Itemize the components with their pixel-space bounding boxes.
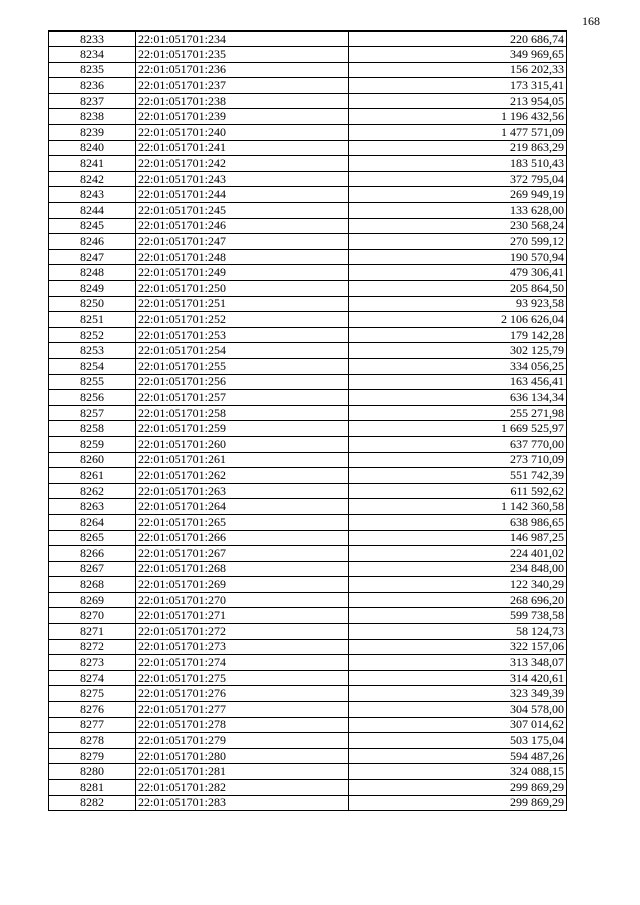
row-number-cell: 8238 [49,109,136,125]
cadastral-number-cell: 22:01:051701:264 [136,499,349,515]
table-row [49,702,567,718]
table-row [49,499,567,515]
row-number-cell: 8245 [49,218,136,234]
cadastral-number-cell: 22:01:051701:270 [136,592,349,608]
row-number-cell: 8255 [49,374,136,390]
table-row [49,748,567,764]
table-row [49,125,567,141]
cadastral-value-cell: 224 401,02 [349,546,567,562]
cadastral-number-cell: 22:01:051701:251 [136,296,349,312]
cadastral-number-cell: 22:01:051701:266 [136,530,349,546]
cadastral-number-cell: 22:01:051701:237 [136,78,349,94]
table-row [49,670,567,686]
cadastral-number-cell: 22:01:051701:249 [136,265,349,281]
cadastral-value-cell: 307 014,62 [349,717,567,733]
cadastral-value-cell: 2 106 626,04 [349,312,567,328]
row-number-cell: 8235 [49,62,136,78]
row-number-cell: 8241 [49,156,136,172]
row-number-cell: 8271 [49,624,136,640]
cadastral-value-cell: 314 420,61 [349,670,567,686]
cadastral-number-cell: 22:01:051701:257 [136,390,349,406]
cadastral-number-cell: 22:01:051701:235 [136,47,349,63]
table-row [49,608,567,624]
row-number-cell: 8280 [49,764,136,780]
row-number-cell: 8268 [49,577,136,593]
table-row [49,561,567,577]
cadastral-number-cell: 22:01:051701:279 [136,733,349,749]
cadastral-number-cell: 22:01:051701:283 [136,795,349,811]
cadastral-number-cell: 22:01:051701:256 [136,374,349,390]
cadastral-value-cell: 1 196 432,56 [349,109,567,125]
cadastral-number-cell: 22:01:051701:272 [136,624,349,640]
cadastral-value-cell: 1 142 360,58 [349,499,567,515]
cadastral-value-cell: 304 578,00 [349,702,567,718]
cadastral-number-cell: 22:01:051701:247 [136,234,349,250]
cadastral-value-cell: 324 088,15 [349,764,567,780]
row-number-cell: 8270 [49,608,136,624]
row-number-cell: 8278 [49,733,136,749]
table-row [49,358,567,374]
row-number-cell: 8263 [49,499,136,515]
cadastral-value-cell: 322 157,06 [349,639,567,655]
table-row [49,218,567,234]
row-number-cell: 8274 [49,670,136,686]
cadastral-number-cell: 22:01:051701:242 [136,156,349,172]
table-row [49,156,567,172]
table-row [49,780,567,796]
cadastral-number-cell: 22:01:051701:254 [136,343,349,359]
cadastral-value-cell: 479 306,41 [349,265,567,281]
cadastral-value-cell: 156 202,33 [349,62,567,78]
row-number-cell: 8273 [49,655,136,671]
table-row [49,764,567,780]
cadastral-number-cell: 22:01:051701:281 [136,764,349,780]
cadastral-value-cell: 372 795,04 [349,171,567,187]
row-number-cell: 8254 [49,358,136,374]
table-row [49,93,567,109]
row-number-cell: 8251 [49,312,136,328]
cadastral-value-cell: 302 125,79 [349,343,567,359]
cadastral-value-cell: 551 742,39 [349,468,567,484]
row-number-cell: 8233 [49,31,136,47]
cadastral-value-cell: 179 142,28 [349,327,567,343]
cadastral-value-cell: 313 348,07 [349,655,567,671]
table-row [49,312,567,328]
table-row [49,592,567,608]
cadastral-value-cell: 1 477 571,09 [349,125,567,141]
row-number-cell: 8277 [49,717,136,733]
cadastral-number-cell: 22:01:051701:282 [136,780,349,796]
cadastral-number-cell: 22:01:051701:243 [136,171,349,187]
cadastral-number-cell: 22:01:051701:255 [136,358,349,374]
cadastral-value-table [48,30,567,811]
table-row [49,374,567,390]
cadastral-number-cell: 22:01:051701:265 [136,514,349,530]
cadastral-value-cell: 270 599,12 [349,234,567,250]
cadastral-number-cell: 22:01:051701:253 [136,327,349,343]
cadastral-value-cell: 58 124,73 [349,624,567,640]
cadastral-number-cell: 22:01:051701:268 [136,561,349,577]
cadastral-number-cell: 22:01:051701:273 [136,639,349,655]
row-number-cell: 8267 [49,561,136,577]
row-number-cell: 8256 [49,390,136,406]
table-row [49,390,567,406]
cadastral-value-cell: 269 949,19 [349,187,567,203]
cadastral-value-cell: 163 456,41 [349,374,567,390]
cadastral-number-cell: 22:01:051701:280 [136,748,349,764]
cadastral-number-cell: 22:01:051701:236 [136,62,349,78]
table-row [49,109,567,125]
row-number-cell: 8234 [49,47,136,63]
cadastral-number-cell: 22:01:051701:246 [136,218,349,234]
cadastral-value-cell: 133 628,00 [349,203,567,219]
cadastral-value-cell: 636 134,34 [349,390,567,406]
cadastral-number-cell: 22:01:051701:250 [136,281,349,297]
row-number-cell: 8249 [49,281,136,297]
cadastral-value-cell: 611 592,62 [349,483,567,499]
cadastral-value-cell: 638 986,65 [349,514,567,530]
table-row [49,296,567,312]
cadastral-value-cell: 230 568,24 [349,218,567,234]
table-row [49,140,567,156]
table-row [49,436,567,452]
table-row [49,639,567,655]
cadastral-number-cell: 22:01:051701:240 [136,125,349,141]
row-number-cell: 8265 [49,530,136,546]
row-number-cell: 8261 [49,468,136,484]
cadastral-value-cell: 1 669 525,97 [349,421,567,437]
cadastral-number-cell: 22:01:051701:271 [136,608,349,624]
row-number-cell: 8250 [49,296,136,312]
cadastral-number-cell: 22:01:051701:252 [136,312,349,328]
table-row [49,31,567,47]
row-number-cell: 8279 [49,748,136,764]
row-number-cell: 8247 [49,249,136,265]
table-row [49,468,567,484]
cadastral-value-cell: 213 954,05 [349,93,567,109]
cadastral-number-cell: 22:01:051701:241 [136,140,349,156]
cadastral-number-cell: 22:01:051701:277 [136,702,349,718]
row-number-cell: 8246 [49,234,136,250]
cadastral-number-cell: 22:01:051701:269 [136,577,349,593]
table-row [49,483,567,499]
row-number-cell: 8272 [49,639,136,655]
page-number: 168 [582,14,600,28]
cadastral-value-cell: 146 987,25 [349,530,567,546]
row-number-cell: 8242 [49,171,136,187]
row-number-cell: 8264 [49,514,136,530]
table-row [49,249,567,265]
row-number-cell: 8259 [49,436,136,452]
table-row [49,717,567,733]
cadastral-value-cell: 637 770,00 [349,436,567,452]
cadastral-number-cell: 22:01:051701:239 [136,109,349,125]
cadastral-value-cell: 268 696,20 [349,592,567,608]
table-row [49,187,567,203]
cadastral-number-cell: 22:01:051701:260 [136,436,349,452]
cadastral-number-cell: 22:01:051701:248 [136,249,349,265]
row-number-cell: 8269 [49,592,136,608]
cadastral-value-cell: 599 738,58 [349,608,567,624]
table-row [49,327,567,343]
cadastral-value-cell: 220 686,74 [349,31,567,47]
row-number-cell: 8240 [49,140,136,156]
table-row [49,265,567,281]
row-number-cell: 8252 [49,327,136,343]
cadastral-number-cell: 22:01:051701:267 [136,546,349,562]
table-row [49,452,567,468]
table-row [49,624,567,640]
row-number-cell: 8243 [49,187,136,203]
cadastral-number-cell: 22:01:051701:244 [136,187,349,203]
row-number-cell: 8276 [49,702,136,718]
row-number-cell: 8260 [49,452,136,468]
cadastral-number-cell: 22:01:051701:258 [136,405,349,421]
table-row [49,795,567,811]
table-row [49,343,567,359]
table-row [49,577,567,593]
table-row [49,733,567,749]
row-number-cell: 8239 [49,125,136,141]
cadastral-value-cell: 173 315,41 [349,78,567,94]
row-number-cell: 8236 [49,78,136,94]
table-row [49,47,567,63]
cadastral-number-cell: 22:01:051701:274 [136,655,349,671]
table-row [49,78,567,94]
table-row [49,514,567,530]
cadastral-value-cell: 273 710,09 [349,452,567,468]
row-number-cell: 8275 [49,686,136,702]
row-number-cell: 8244 [49,203,136,219]
cadastral-value-cell: 594 487,26 [349,748,567,764]
table-row [49,171,567,187]
cadastral-number-cell: 22:01:051701:261 [136,452,349,468]
table-row [49,655,567,671]
table-row [49,281,567,297]
cadastral-number-cell: 22:01:051701:278 [136,717,349,733]
cadastral-value-cell: 234 848,00 [349,561,567,577]
table-row [49,405,567,421]
row-number-cell: 8237 [49,93,136,109]
table-row [49,546,567,562]
table-row [49,686,567,702]
cadastral-value-cell: 255 271,98 [349,405,567,421]
cadastral-value-cell: 299 869,29 [349,795,567,811]
table-body [49,31,567,811]
row-number-cell: 8253 [49,343,136,359]
cadastral-value-cell: 349 969,65 [349,47,567,63]
cadastral-number-cell: 22:01:051701:245 [136,203,349,219]
cadastral-number-cell: 22:01:051701:259 [136,421,349,437]
row-number-cell: 8258 [49,421,136,437]
table-row [49,62,567,78]
cadastral-value-cell: 219 863,29 [349,140,567,156]
cadastral-value-cell: 299 869,29 [349,780,567,796]
row-number-cell: 8262 [49,483,136,499]
cadastral-number-cell: 22:01:051701:238 [136,93,349,109]
cadastral-value-cell: 122 340,29 [349,577,567,593]
cadastral-value-cell: 503 175,04 [349,733,567,749]
row-number-cell: 8282 [49,795,136,811]
table-row [49,530,567,546]
cadastral-value-cell: 190 570,94 [349,249,567,265]
table-row [49,421,567,437]
row-number-cell: 8248 [49,265,136,281]
cadastral-value-cell: 93 923,58 [349,296,567,312]
cadastral-value-cell: 323 349,39 [349,686,567,702]
row-number-cell: 8266 [49,546,136,562]
table-row [49,234,567,250]
row-number-cell: 8257 [49,405,136,421]
cadastral-value-cell: 334 056,25 [349,358,567,374]
cadastral-value-cell: 205 864,50 [349,281,567,297]
cadastral-number-cell: 22:01:051701:234 [136,31,349,47]
cadastral-number-cell: 22:01:051701:276 [136,686,349,702]
row-number-cell: 8281 [49,780,136,796]
table-row [49,203,567,219]
cadastral-number-cell: 22:01:051701:275 [136,670,349,686]
cadastral-value-cell: 183 510,43 [349,156,567,172]
cadastral-number-cell: 22:01:051701:262 [136,468,349,484]
cadastral-number-cell: 22:01:051701:263 [136,483,349,499]
